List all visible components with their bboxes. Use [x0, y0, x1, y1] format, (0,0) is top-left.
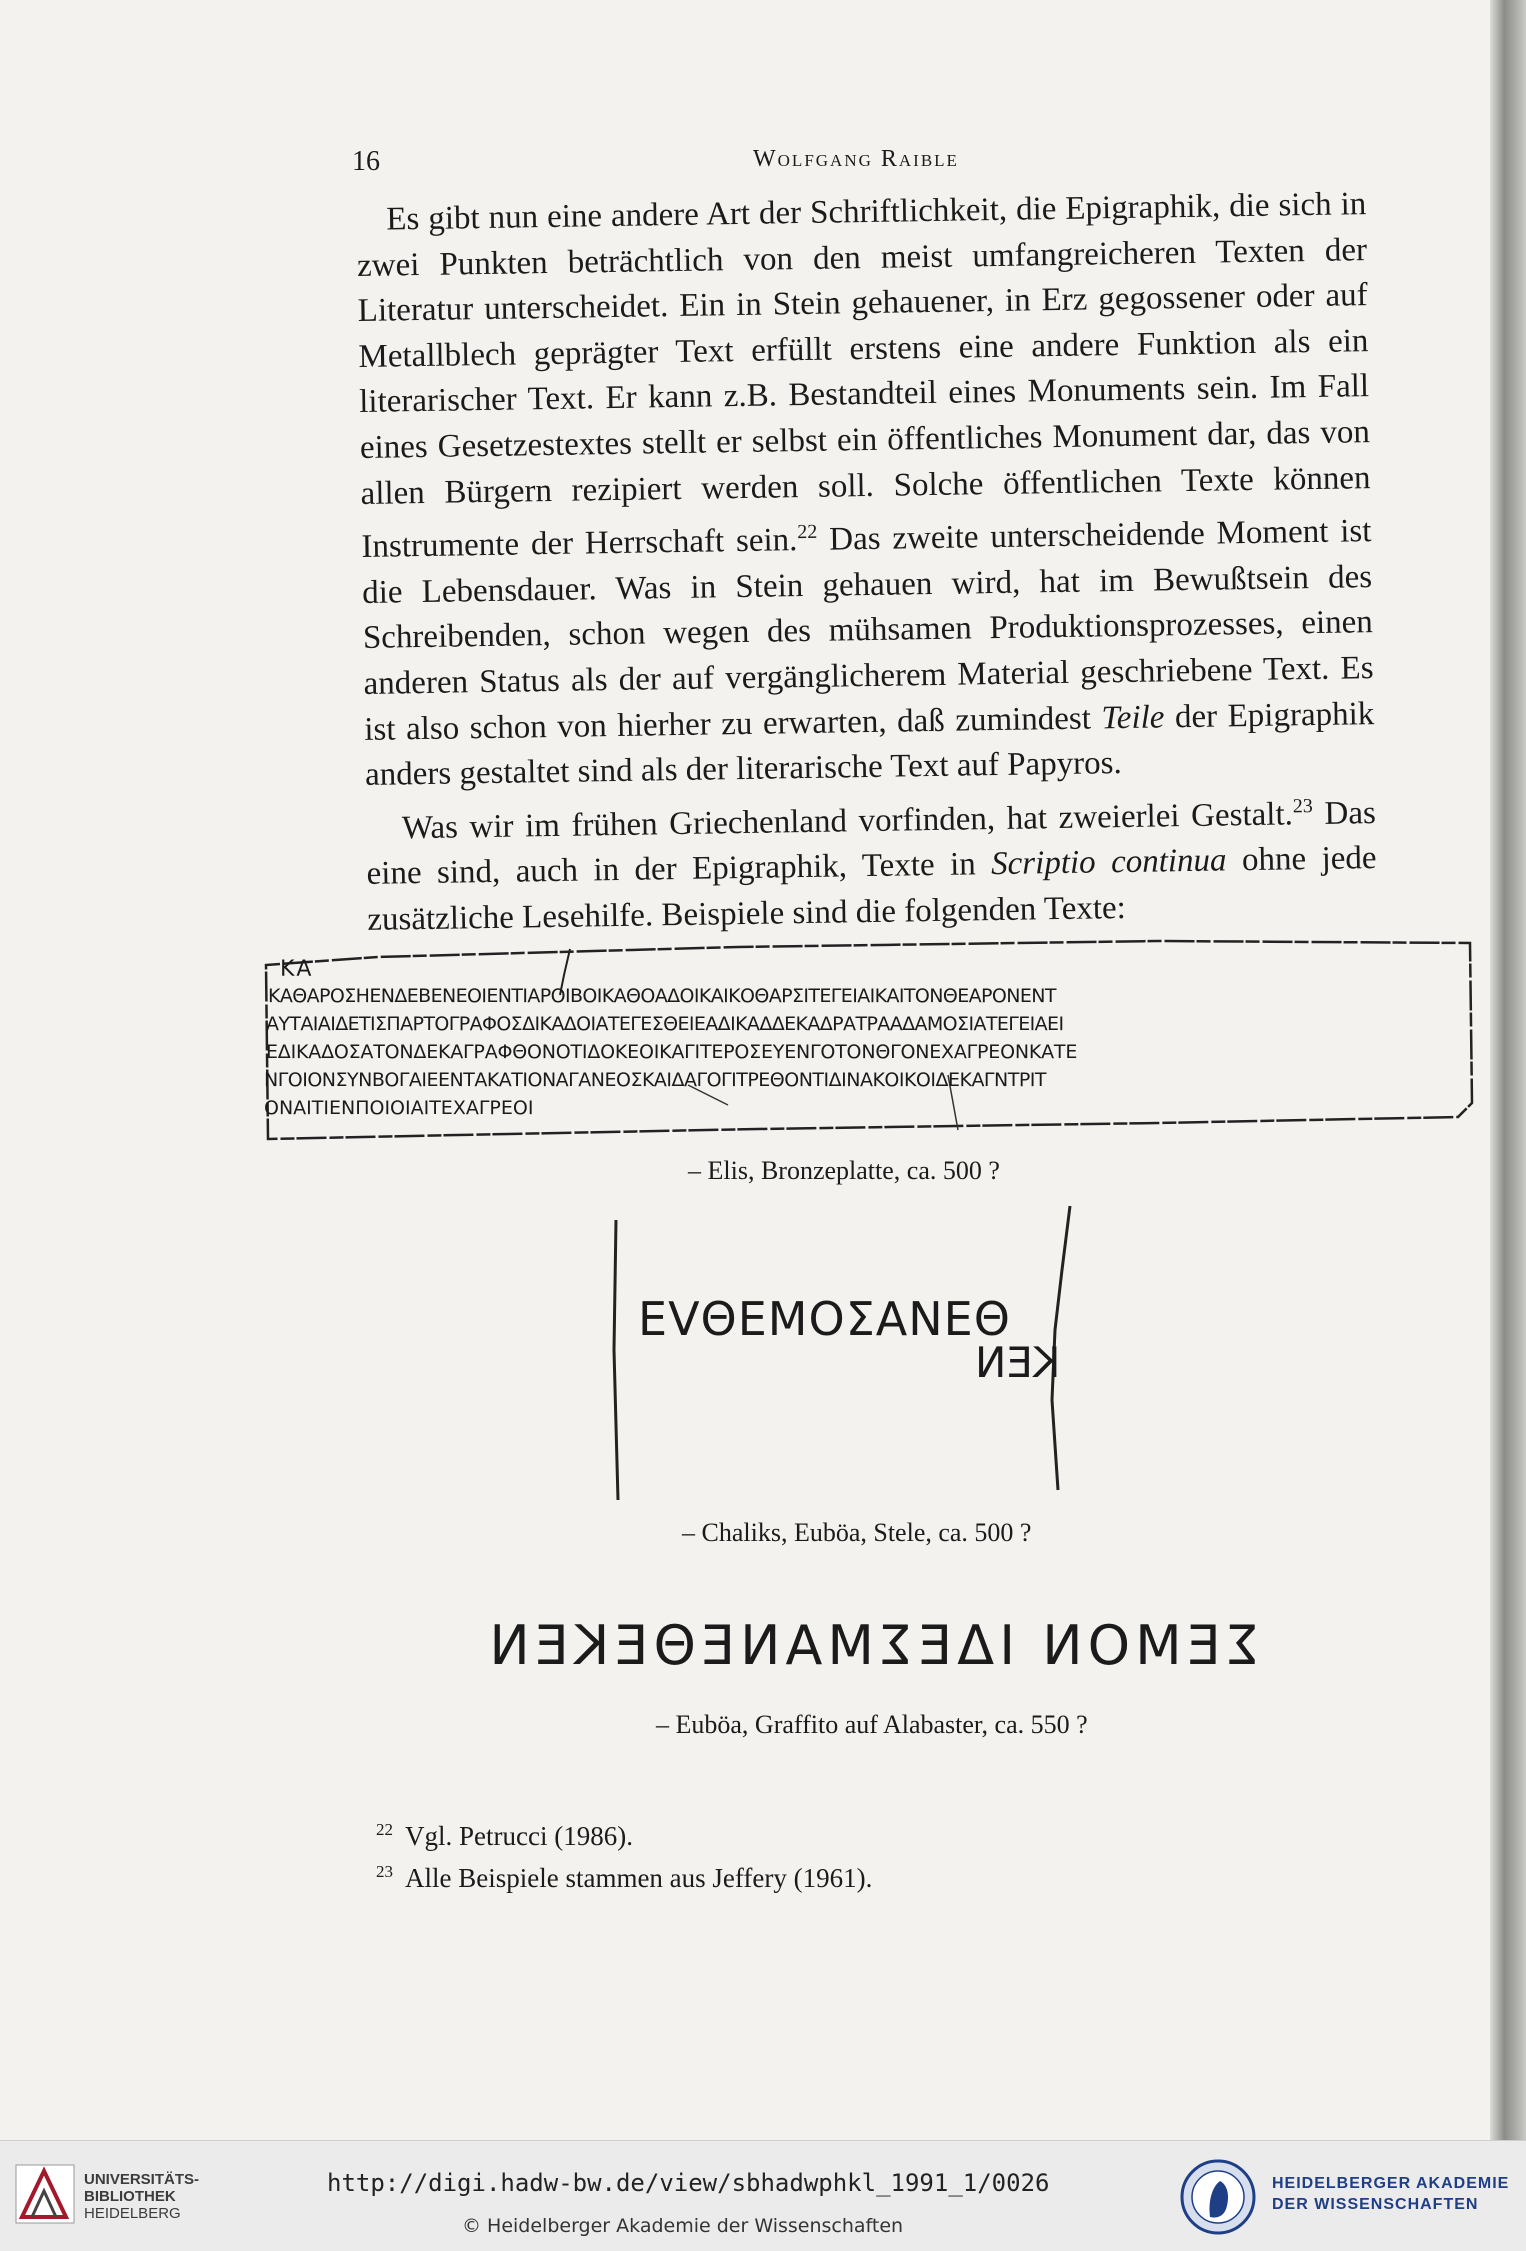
bleed-through	[1150, 142, 1156, 169]
elis-line-1: ΚΑ	[280, 957, 314, 982]
university-library-name: UNIVERSITÄTS- BIBLIOTHEK HEIDELBERG	[84, 2171, 200, 2222]
copyright-notice: © Heidelberger Akademie der Wissenschaften	[462, 2215, 904, 2237]
euboea-caption: – Euböa, Graffito auf Alabaster, ca. 550 ?	[656, 1710, 1088, 1739]
paragraph-1: Es gibt nun eine andere Art der Schriftlichkeit, die Epigraphik, die sich in zwei Punkten beträchtlich von den meist umfangreicheren Texten der Literatur unterscheidet. Ein in Stein gehauener, in Erz gegossener oder auf Metallblech geprägter Text erfüllt erstens eine andere Funktion als ein literarischer Text. Er kann z.B. Bestandteil eines Monuments sein. Im Fall eines Gesetzestextes stellt er selbst ein öffentliches Monument dar, das von allen Bürgern rezipiert werden soll. Solche öffentlichen Texte können Instrumente der Herrschaft sein.$^{22}$ Das zweite unterscheidende Moment ist die Lebensdauer. Was in Stein gehauen wird, hat im Bewußtsein des Schreibenden, schon wegen des mühsamen Produktionsprozesses, einen anderen Status als der auf vergänglicherem Material geschriebene Text. Es ist also schon von hierher zu erwarten, daß zumindest Teile der Epigraphik anders gestaltet sind als der literarische Text auf Papyros.	[356, 186, 1375, 794]
body-text	[356, 182, 1378, 943]
footnote-23: $^{23}$ Alle Beispiele stammen aus Jeffery (1961).	[376, 1862, 873, 1893]
chalkis-stele-figure	[600, 1200, 1140, 1520]
elis-line-3: ΑΥΤΑΙΑΙΔΕΤΙΣΠΑΡΤΟΓΡΑΦΟΣΔΙΚΑΔΟΙΑΤΕΓΕΣΘΕΙΕΑΔΙΚΑΔΔΕΚΑΔΡΑΤΡΑΑΔΑΜΟΣΙΑΤΕΓΕΙΑΕΙ	[266, 1013, 1064, 1035]
university-library-logo-icon[interactable]	[14, 2163, 76, 2230]
elis-inscription-figure	[258, 935, 1478, 1145]
elis-caption: – Elis, Bronzeplatte, ca. 500 ?	[688, 1156, 1000, 1185]
elis-line-2: ΚΑΘΑΡΟΣΗΕΝΔΕΒΕΝΕΟΙΕΝΤΙΑΡΟΙΒΟΙΚΑΘΟΑΔΟΙΚΑΙΚΟΘΑΡΣΙΤΕΓΕΙΑΙΚΑΙΤΟΝΘΕΑΡΟΝΕΝΤ	[268, 985, 1056, 1007]
chalkis-caption: – Chaliks, Euböa, Stele, ca. 500 ?	[682, 1518, 1032, 1547]
chalkis-line-2: ΚΕΝ	[975, 1338, 1061, 1387]
running-head: Wolfgang Raible	[753, 146, 959, 172]
elis-line-5: ΝΓΟΙΟΝΣΥΝΒΟΓΑΙΕΕΝΤΑΚΑΤΙΟΝΑΓΑΝΕΟΣΚΑΙΔΑΓΟΓΙΤΡΕΘΟΝΤΙΔΙΝΑΚΟΙΚΟΙΔΕΚΑΓΝΤΡΙΤ	[264, 1069, 1047, 1091]
page-binding-edge	[1490, 0, 1526, 2140]
permalink-url[interactable]: http://digi.hadw-bw.de/view/sbhadwphkl_1991_1/0026	[327, 2169, 1050, 2197]
elis-line-6: ΟΝΑΙΤΙΕΝΠΟΙΟΙΑΙΤΕΧΑΓΡΕΟΙ	[264, 1097, 534, 1119]
elis-line-4: ΕΔΙΚΑΔΟΣΑΤΟΝΔΕΚΑΓΡΑΦΘΟΝΟΤΙΔΟΚΕΟΙΚΑΓΙΤΕΡΟΣΕΥΕΝΓΟΤΟΝΘΓΟΝΕΧΑΓΡΕΟΝΚΑΤΕ	[266, 1041, 1078, 1063]
footnotes	[376, 1812, 872, 1896]
chalkis-line-1: ΕVΘΕΜΟΣΑΝΕΘ	[638, 1292, 1011, 1346]
footnote-ref-22: 22	[797, 520, 818, 544]
paragraph-2: Was wir im frühen Griechenland vorfinden, hat zweierlei Gestalt.$^{23}$ Das eine sind, auch in der Epigraphik, Texte in Scriptio continua ohne jede zusätzliche Lesehilfe. Beispiele sind die folgenden Texte:	[366, 794, 1377, 938]
footnote-ref-23: 23	[1292, 794, 1313, 818]
euboea-graffito-figure	[484, 1600, 1260, 1690]
graffito-text: ΣΕΜΟΝ ΙΔΕΣΜΑΝΕΘΕΚΕΝ	[484, 1614, 1260, 1677]
footnote-22: $^{22}$ Vgl. Petrucci (1986).	[376, 1820, 633, 1851]
academy-seal-icon[interactable]	[1178, 2157, 1258, 2242]
page-number: 16	[352, 146, 380, 177]
academy-name: HEIDELBERGER AKADEMIE DER WISSENSCHAFTEN	[1272, 2175, 1510, 2213]
footer-bar	[0, 2140, 1526, 2251]
